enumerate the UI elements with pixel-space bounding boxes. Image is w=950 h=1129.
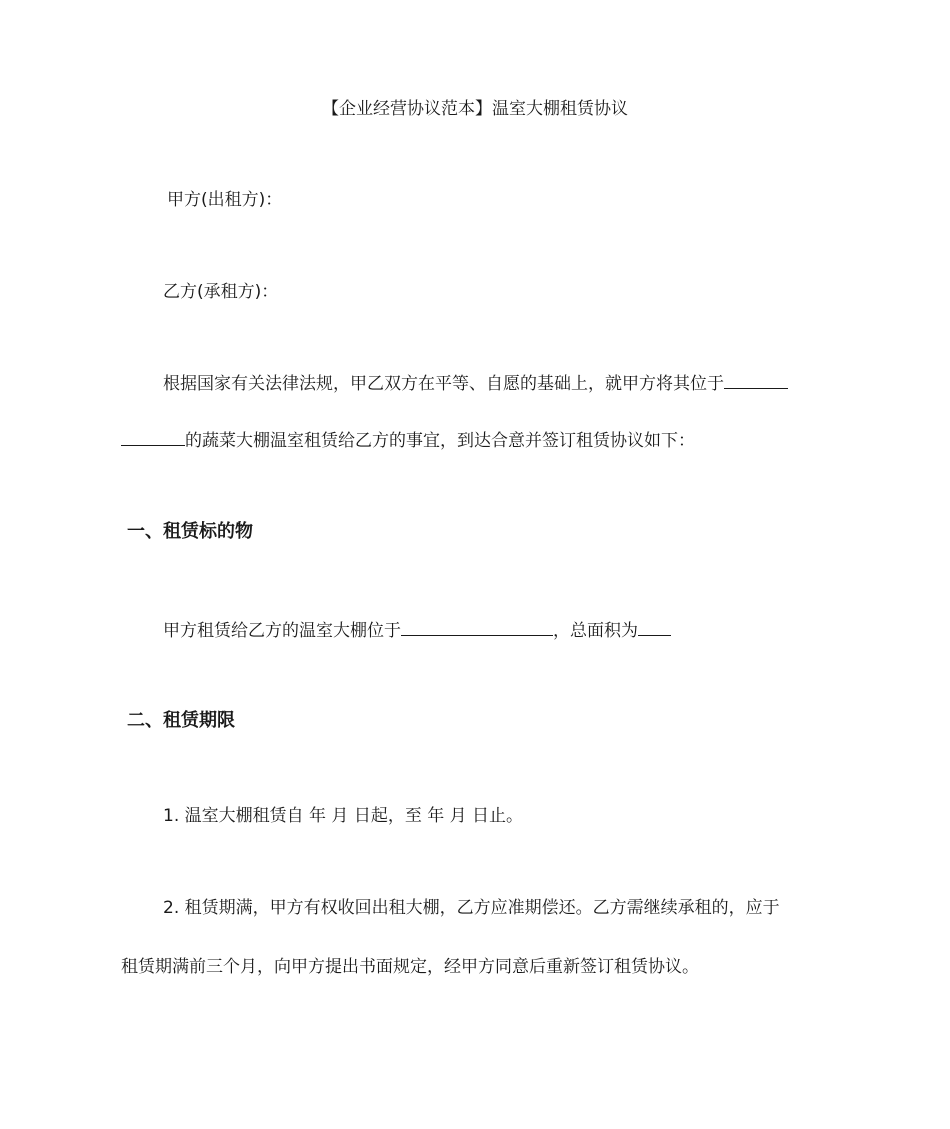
section-1-paragraph	[0, 617, 950, 643]
location-blank-1	[724, 370, 788, 389]
document-title: 【企业经营协议范本】温室大棚租赁协议	[322, 99, 628, 119]
clause-1: 1. 温室大棚租赁自 年 月 日起，至 年 月 日止。	[163, 806, 524, 826]
clause-2-line1: 2. 租赁期满，甲方有权收回出租大棚，乙方应准期偿还。乙方需继续承租的，应于	[163, 898, 780, 918]
clause-2-line2: 租赁期满前三个月，向甲方提出书面规定，经甲方同意后重新签订租赁协议。	[121, 957, 699, 977]
intro-paragraph-line1	[0, 370, 950, 396]
greenhouse-location-blank	[401, 617, 553, 636]
intro-text-line1: 根据国家有关法律法规，甲乙双方在平等、自愿的基础上，就甲方将其位于	[163, 374, 724, 394]
intro-text-line2: 的蔬菜大棚温室租赁给乙方的事宜，到达合意并签订租赁协议如下：	[185, 431, 695, 451]
intro-paragraph-line2	[0, 427, 950, 453]
total-area-blank	[638, 617, 671, 636]
section-1-text-b: ，总面积为	[553, 621, 638, 641]
section-1-text-a: 甲方租赁给乙方的温室大棚位于	[163, 621, 401, 641]
section-2-heading: 二、租赁期限	[127, 710, 235, 731]
party-a-label: 甲方(出租方)：	[167, 190, 283, 210]
section-1-heading: 一、租赁标的物	[127, 521, 253, 542]
location-blank-2	[121, 427, 185, 446]
party-b-label: 乙方(承租方)：	[163, 282, 279, 302]
